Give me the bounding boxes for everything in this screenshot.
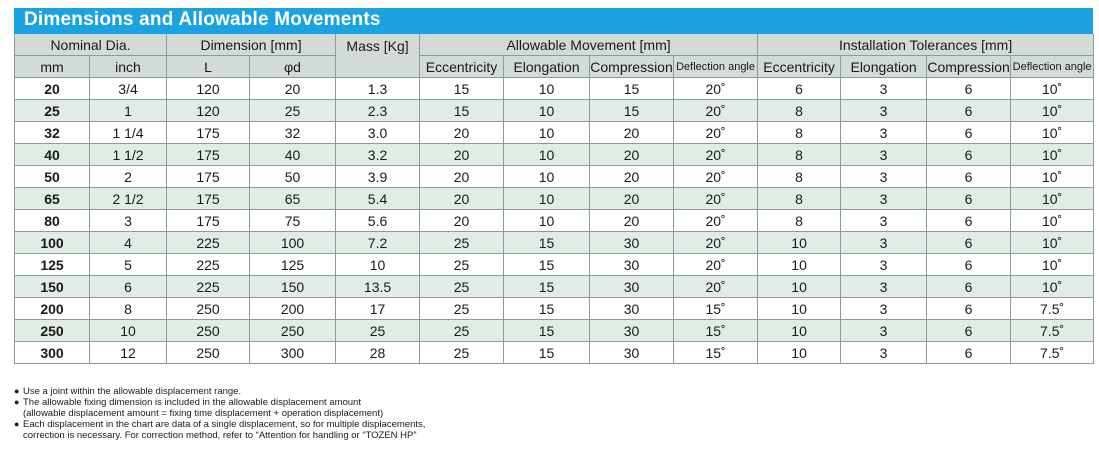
cell-inch: 5 bbox=[90, 254, 167, 276]
cell-length: 120 bbox=[167, 100, 250, 122]
table-row bbox=[15, 276, 1094, 298]
cell-am-elongation: 10 bbox=[504, 122, 590, 144]
cell-am-eccentricity: 20 bbox=[420, 122, 504, 144]
cell-mass: 5.4 bbox=[336, 188, 420, 210]
cell-it-eccentricity: 10 bbox=[758, 342, 841, 364]
cell-mm: 40 bbox=[15, 144, 90, 166]
cell-it-elongation: 3 bbox=[841, 210, 927, 232]
cell-it-elongation: 3 bbox=[841, 188, 927, 210]
header-dimension: Dimension [mm] bbox=[167, 34, 336, 56]
table-body bbox=[15, 78, 1094, 364]
header-mass: Mass [Kg] bbox=[336, 34, 420, 78]
cell-diameter: 250 bbox=[250, 320, 336, 342]
header-sub-row bbox=[15, 56, 1094, 78]
cell-am-elongation: 15 bbox=[504, 320, 590, 342]
cell-mass: 25 bbox=[336, 320, 420, 342]
cell-am-eccentricity: 25 bbox=[420, 254, 504, 276]
cell-inch: 1 1/4 bbox=[90, 122, 167, 144]
cell-am-elongation: 10 bbox=[504, 188, 590, 210]
cell-diameter: 300 bbox=[250, 342, 336, 364]
cell-am-eccentricity: 25 bbox=[420, 276, 504, 298]
cell-it-elongation: 3 bbox=[841, 122, 927, 144]
cell-am-compression: 30 bbox=[590, 254, 674, 276]
cell-mass: 13.5 bbox=[336, 276, 420, 298]
cell-am-eccentricity: 20 bbox=[420, 210, 504, 232]
cell-it-compression: 6 bbox=[927, 342, 1011, 364]
header-am-elongation: Elongation bbox=[504, 56, 590, 78]
cell-it-eccentricity: 10 bbox=[758, 276, 841, 298]
cell-it-compression: 6 bbox=[927, 232, 1011, 254]
cell-am-deflection: 20˚ bbox=[674, 78, 758, 100]
cell-am-deflection: 20˚ bbox=[674, 276, 758, 298]
cell-it-compression: 6 bbox=[927, 144, 1011, 166]
cell-it-deflection: 10˚ bbox=[1011, 188, 1094, 210]
cell-am-eccentricity: 25 bbox=[420, 342, 504, 364]
cell-diameter: 20 bbox=[250, 78, 336, 100]
header-diameter: φd bbox=[250, 56, 336, 78]
cell-inch: 3/4 bbox=[90, 78, 167, 100]
cell-it-elongation: 3 bbox=[841, 254, 927, 276]
cell-am-deflection: 15˚ bbox=[674, 298, 758, 320]
table-row bbox=[15, 100, 1094, 122]
cell-am-eccentricity: 25 bbox=[420, 320, 504, 342]
cell-am-deflection: 20˚ bbox=[674, 166, 758, 188]
cell-it-elongation: 3 bbox=[841, 78, 927, 100]
dimensions-table bbox=[14, 34, 1094, 364]
cell-am-compression: 20 bbox=[590, 144, 674, 166]
cell-it-elongation: 3 bbox=[841, 298, 927, 320]
cell-it-eccentricity: 10 bbox=[758, 254, 841, 276]
header-allowable-movement: Allowable Movement [mm] bbox=[420, 34, 758, 56]
cell-mm: 50 bbox=[15, 166, 90, 188]
cell-am-elongation: 15 bbox=[504, 254, 590, 276]
note-1-text: Use a joint within the allowable displacement range. bbox=[23, 386, 242, 397]
note-2 bbox=[14, 397, 714, 419]
cell-it-elongation: 3 bbox=[841, 166, 927, 188]
cell-mass: 1.3 bbox=[336, 78, 420, 100]
cell-mm: 250 bbox=[15, 320, 90, 342]
cell-inch: 3 bbox=[90, 210, 167, 232]
cell-it-eccentricity: 8 bbox=[758, 100, 841, 122]
cell-am-deflection: 20˚ bbox=[674, 210, 758, 232]
header-am-deflection-angle: Deflection angle bbox=[674, 56, 758, 78]
cell-length: 175 bbox=[167, 210, 250, 232]
cell-am-elongation: 15 bbox=[504, 342, 590, 364]
cell-am-deflection: 15˚ bbox=[674, 320, 758, 342]
cell-mass: 2.3 bbox=[336, 100, 420, 122]
cell-am-compression: 30 bbox=[590, 276, 674, 298]
cell-am-deflection: 20˚ bbox=[674, 232, 758, 254]
cell-it-deflection: 10˚ bbox=[1011, 122, 1094, 144]
cell-am-compression: 15 bbox=[590, 78, 674, 100]
cell-am-deflection: 20˚ bbox=[674, 144, 758, 166]
cell-diameter: 32 bbox=[250, 122, 336, 144]
cell-length: 250 bbox=[167, 298, 250, 320]
cell-length: 175 bbox=[167, 188, 250, 210]
cell-mm: 100 bbox=[15, 232, 90, 254]
cell-am-compression: 20 bbox=[590, 122, 674, 144]
cell-mm: 65 bbox=[15, 188, 90, 210]
cell-diameter: 150 bbox=[250, 276, 336, 298]
header-it-compression: Compression bbox=[927, 56, 1011, 78]
cell-diameter: 75 bbox=[250, 210, 336, 232]
cell-am-deflection: 20˚ bbox=[674, 188, 758, 210]
header-group-row bbox=[15, 34, 1094, 56]
cell-mass: 5.6 bbox=[336, 210, 420, 232]
cell-length: 250 bbox=[167, 342, 250, 364]
cell-diameter: 40 bbox=[250, 144, 336, 166]
cell-it-deflection: 7.5˚ bbox=[1011, 320, 1094, 342]
table-row bbox=[15, 122, 1094, 144]
cell-am-eccentricity: 20 bbox=[420, 188, 504, 210]
table-row bbox=[15, 298, 1094, 320]
cell-am-compression: 20 bbox=[590, 210, 674, 232]
cell-it-eccentricity: 8 bbox=[758, 166, 841, 188]
cell-it-eccentricity: 8 bbox=[758, 210, 841, 232]
cell-am-eccentricity: 15 bbox=[420, 100, 504, 122]
notes bbox=[14, 386, 714, 441]
bullet-icon: ● bbox=[14, 397, 20, 407]
cell-it-compression: 6 bbox=[927, 254, 1011, 276]
bullet-icon: ● bbox=[14, 419, 20, 429]
cell-am-compression: 20 bbox=[590, 166, 674, 188]
cell-it-compression: 6 bbox=[927, 100, 1011, 122]
cell-it-deflection: 10˚ bbox=[1011, 254, 1094, 276]
cell-am-deflection: 20˚ bbox=[674, 122, 758, 144]
cell-length: 175 bbox=[167, 122, 250, 144]
cell-it-deflection: 10˚ bbox=[1011, 276, 1094, 298]
cell-it-deflection: 10˚ bbox=[1011, 144, 1094, 166]
cell-length: 225 bbox=[167, 254, 250, 276]
header-am-compression: Compression bbox=[590, 56, 674, 78]
header-installation-tolerances: Installation Tolerances [mm] bbox=[758, 34, 1094, 56]
cell-inch: 6 bbox=[90, 276, 167, 298]
note-3 bbox=[14, 419, 714, 441]
cell-it-deflection: 10˚ bbox=[1011, 232, 1094, 254]
cell-diameter: 50 bbox=[250, 166, 336, 188]
cell-it-elongation: 3 bbox=[841, 144, 927, 166]
cell-inch: 2 bbox=[90, 166, 167, 188]
cell-diameter: 100 bbox=[250, 232, 336, 254]
header-it-elongation: Elongation bbox=[841, 56, 927, 78]
cell-diameter: 65 bbox=[250, 188, 336, 210]
bullet-icon: ● bbox=[14, 386, 20, 396]
cell-it-deflection: 10˚ bbox=[1011, 166, 1094, 188]
cell-am-elongation: 10 bbox=[504, 144, 590, 166]
cell-inch: 12 bbox=[90, 342, 167, 364]
cell-inch: 1 1/2 bbox=[90, 144, 167, 166]
cell-diameter: 125 bbox=[250, 254, 336, 276]
cell-mm: 25 bbox=[15, 100, 90, 122]
cell-am-compression: 30 bbox=[590, 298, 674, 320]
title-bar bbox=[14, 8, 1093, 34]
cell-am-deflection: 20˚ bbox=[674, 254, 758, 276]
table-row bbox=[15, 188, 1094, 210]
cell-it-deflection: 7.5˚ bbox=[1011, 342, 1094, 364]
header-nominal-dia: Nominal Dia. bbox=[15, 34, 167, 56]
cell-mass: 28 bbox=[336, 342, 420, 364]
table-row bbox=[15, 254, 1094, 276]
cell-length: 175 bbox=[167, 144, 250, 166]
table-row bbox=[15, 320, 1094, 342]
cell-am-compression: 30 bbox=[590, 232, 674, 254]
cell-mass: 3.9 bbox=[336, 166, 420, 188]
cell-it-compression: 6 bbox=[927, 320, 1011, 342]
table-row bbox=[15, 342, 1094, 364]
cell-inch: 2 1/2 bbox=[90, 188, 167, 210]
table-row bbox=[15, 232, 1094, 254]
note-1 bbox=[14, 386, 714, 397]
cell-am-elongation: 10 bbox=[504, 78, 590, 100]
cell-it-eccentricity: 6 bbox=[758, 78, 841, 100]
cell-length: 225 bbox=[167, 232, 250, 254]
header-am-eccentricity: Eccentricity bbox=[420, 56, 504, 78]
cell-am-elongation: 10 bbox=[504, 210, 590, 232]
cell-it-compression: 6 bbox=[927, 78, 1011, 100]
cell-mm: 150 bbox=[15, 276, 90, 298]
cell-mass: 3.2 bbox=[336, 144, 420, 166]
cell-mass: 10 bbox=[336, 254, 420, 276]
cell-it-eccentricity: 10 bbox=[758, 320, 841, 342]
cell-inch: 10 bbox=[90, 320, 167, 342]
cell-mm: 200 bbox=[15, 298, 90, 320]
cell-length: 225 bbox=[167, 276, 250, 298]
table-row bbox=[15, 78, 1094, 100]
cell-am-eccentricity: 25 bbox=[420, 298, 504, 320]
cell-it-eccentricity: 10 bbox=[758, 232, 841, 254]
cell-it-eccentricity: 8 bbox=[758, 188, 841, 210]
note-2-text: The allowable fixing dimension is included in the allowable displacement amount bbox=[23, 397, 361, 408]
cell-inch: 1 bbox=[90, 100, 167, 122]
table-row bbox=[15, 166, 1094, 188]
header-it-deflection-angle: Deflection angle bbox=[1011, 56, 1094, 78]
cell-am-compression: 15 bbox=[590, 100, 674, 122]
cell-it-elongation: 3 bbox=[841, 276, 927, 298]
cell-am-elongation: 10 bbox=[504, 166, 590, 188]
page-title: Dimensions and Allowable Movements bbox=[24, 9, 381, 30]
cell-am-elongation: 10 bbox=[504, 100, 590, 122]
cell-mm: 20 bbox=[15, 78, 90, 100]
cell-mm: 80 bbox=[15, 210, 90, 232]
cell-it-deflection: 10˚ bbox=[1011, 100, 1094, 122]
cell-diameter: 200 bbox=[250, 298, 336, 320]
cell-am-compression: 30 bbox=[590, 320, 674, 342]
note-2-formula: (allowable displacement amount = fixing time displacement + operation displacement) bbox=[23, 408, 384, 419]
header-inch: inch bbox=[90, 56, 167, 78]
header-length: L bbox=[167, 56, 250, 78]
cell-it-eccentricity: 10 bbox=[758, 298, 841, 320]
cell-am-eccentricity: 20 bbox=[420, 166, 504, 188]
cell-mm: 300 bbox=[15, 342, 90, 364]
cell-length: 175 bbox=[167, 166, 250, 188]
cell-am-deflection: 20˚ bbox=[674, 100, 758, 122]
cell-length: 120 bbox=[167, 78, 250, 100]
header-it-eccentricity: Eccentricity bbox=[758, 56, 841, 78]
cell-it-compression: 6 bbox=[927, 276, 1011, 298]
cell-inch: 8 bbox=[90, 298, 167, 320]
cell-am-eccentricity: 20 bbox=[420, 144, 504, 166]
header-mm: mm bbox=[15, 56, 90, 78]
cell-am-deflection: 15˚ bbox=[674, 342, 758, 364]
cell-it-compression: 6 bbox=[927, 166, 1011, 188]
cell-am-elongation: 15 bbox=[504, 298, 590, 320]
cell-am-compression: 30 bbox=[590, 342, 674, 364]
cell-am-elongation: 15 bbox=[504, 232, 590, 254]
table-row bbox=[15, 144, 1094, 166]
cell-mass: 7.2 bbox=[336, 232, 420, 254]
cell-diameter: 25 bbox=[250, 100, 336, 122]
cell-it-elongation: 3 bbox=[841, 232, 927, 254]
cell-mass: 3.0 bbox=[336, 122, 420, 144]
cell-it-compression: 6 bbox=[927, 122, 1011, 144]
cell-it-deflection: 10˚ bbox=[1011, 210, 1094, 232]
cell-it-elongation: 3 bbox=[841, 320, 927, 342]
cell-mm: 125 bbox=[15, 254, 90, 276]
note-3-text-cont: correction is necessary. For correction method, refer to “Attention for handling or “TOZEN HP” bbox=[23, 430, 417, 441]
cell-it-deflection: 10˚ bbox=[1011, 78, 1094, 100]
cell-length: 250 bbox=[167, 320, 250, 342]
cell-mm: 32 bbox=[15, 122, 90, 144]
cell-it-eccentricity: 8 bbox=[758, 144, 841, 166]
cell-am-compression: 20 bbox=[590, 188, 674, 210]
cell-it-elongation: 3 bbox=[841, 100, 927, 122]
cell-it-compression: 6 bbox=[927, 188, 1011, 210]
cell-it-compression: 6 bbox=[927, 210, 1011, 232]
cell-it-deflection: 7.5˚ bbox=[1011, 298, 1094, 320]
table-row bbox=[15, 210, 1094, 232]
cell-inch: 4 bbox=[90, 232, 167, 254]
cell-am-eccentricity: 25 bbox=[420, 232, 504, 254]
cell-am-eccentricity: 15 bbox=[420, 78, 504, 100]
cell-mass: 17 bbox=[336, 298, 420, 320]
cell-am-elongation: 15 bbox=[504, 276, 590, 298]
cell-it-compression: 6 bbox=[927, 298, 1011, 320]
cell-it-elongation: 3 bbox=[841, 342, 927, 364]
note-3-text: Each displacement in the chart are data of a single displacement, so for multiple displacements, bbox=[23, 419, 426, 430]
cell-it-eccentricity: 8 bbox=[758, 122, 841, 144]
